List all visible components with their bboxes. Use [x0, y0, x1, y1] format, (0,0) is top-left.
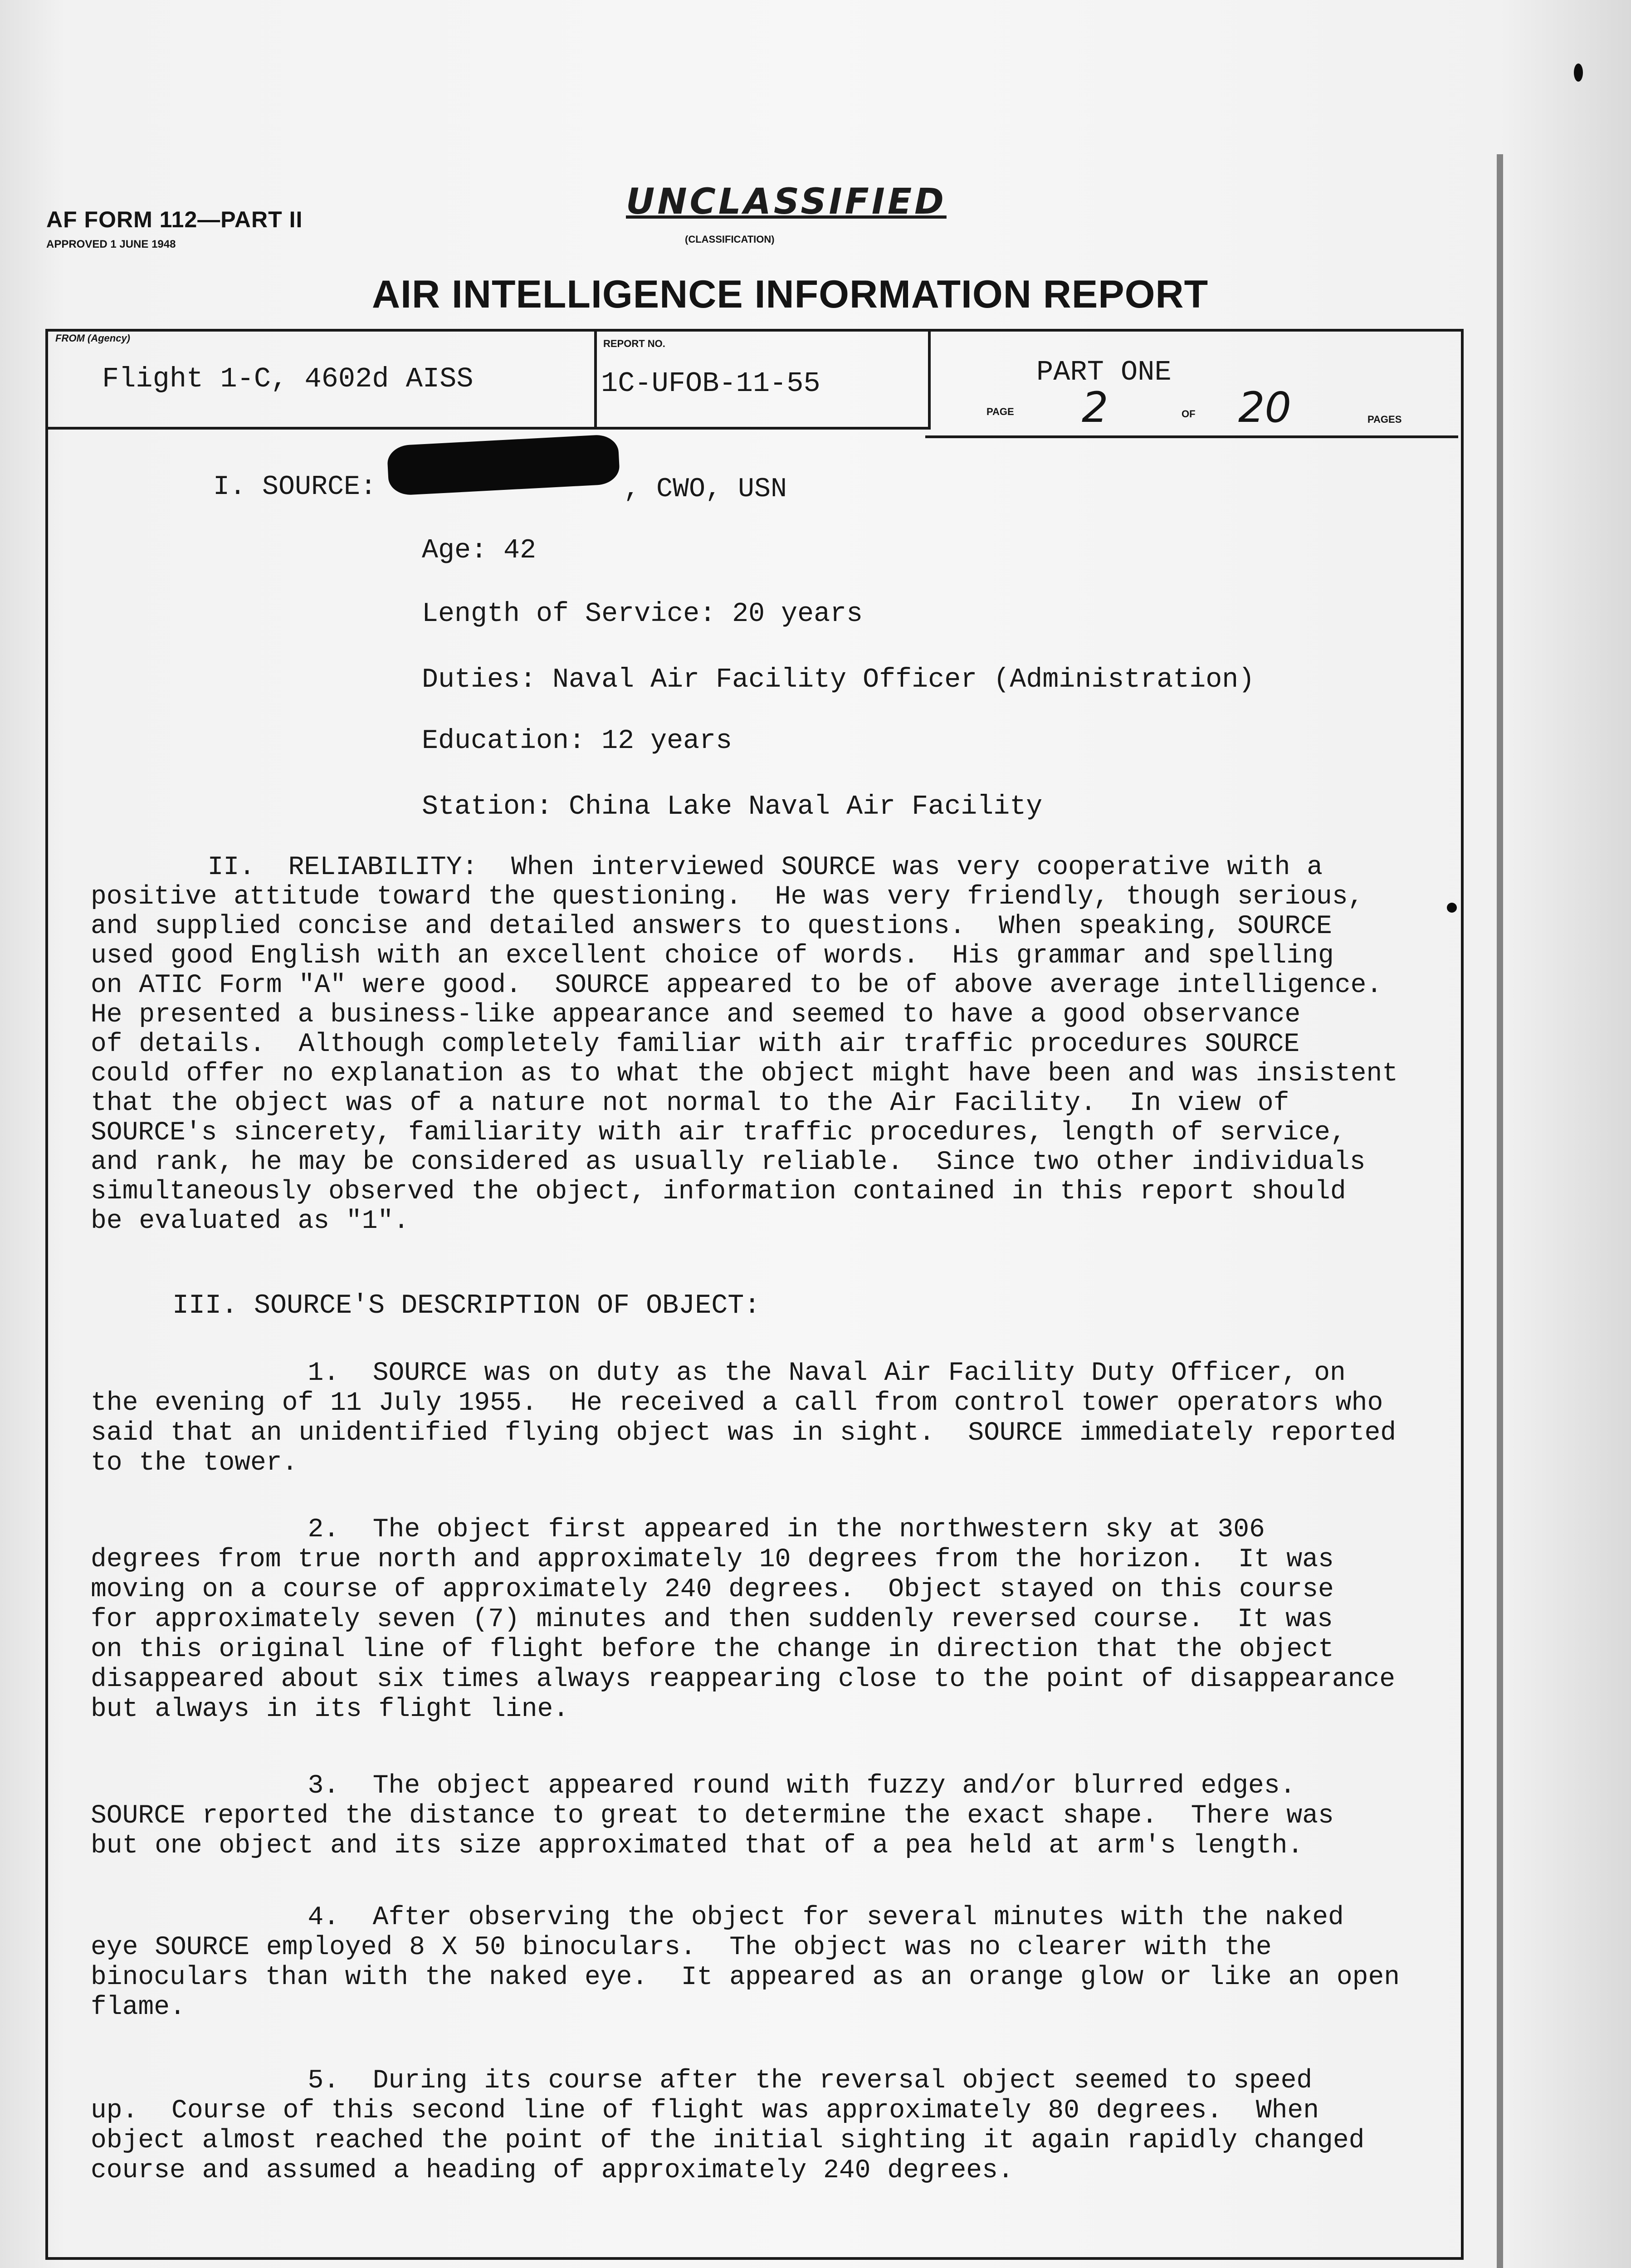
report-title: AIR INTELLIGENCE INFORMATION REPORT	[372, 273, 1209, 316]
reliability-paragraph: II. RELIABILITY: When interviewed SOURCE was very cooperative with a positive attitude toward the questioning. He was very friendly, though serious, and supplied concise and detailed answers to questions. When speaking, SOURCE used good English with an excellent choice of words. His grammar and spelling on ATIC Form "A" were good. SOURCE appeared to be of above average intelligence. He presented a business-like appearance and seemed to have a good observance of details. Although completely familiar with air traffic procedures SOURCE could offer no explanation as to what the object might have been and was insistent that the object was of a nature not normal to the Air Facility. In view of SOURCE's sincerety, familiarity with air traffic procedures, length of service, and rank, he may be considered as usually reliable. Since two other individuals simultaneously observed the object, information contained in this report should be evaluated as "1".	[91, 853, 1398, 1236]
source-rank: , CWO, USN	[624, 474, 787, 505]
report-no-label: REPORT NO.	[603, 338, 665, 349]
description-item-5: 5. During its course after the reversal object seemed to speed up. Course of this second line of flight was approximately 80 degrees. When object almost reached the point of the initial sighting it again rapidly changed course and assumed a heading of approximately 240 degrees.	[91, 2066, 1365, 2185]
description-item-2: 2. The object first appeared in the northwestern sky at 306 degrees from true north and approximately 10 degrees from the horizon. It was moving on a course of approximately 240 degrees. Object stayed on this course for approximately seven (7) minutes and then suddenly reversed course. It was on this original line of flight before the change in direction that the object disappeared about six times always reappearing close to the point of disappearance but always in its flight line.	[91, 1515, 1396, 1724]
approval-date: APPROVED 1 JUNE 1948	[46, 238, 176, 250]
part-label: PART ONE	[1036, 356, 1172, 388]
paper-edge-shadow	[1497, 154, 1503, 2268]
from-label: FROM (Agency)	[55, 332, 130, 344]
page-number: 2	[1082, 383, 1108, 432]
source-age: Age: 42	[422, 535, 537, 566]
total-pages: 20	[1238, 383, 1292, 432]
page-label: PAGE	[986, 406, 1014, 417]
source-duties: Duties: Naval Air Facility Officer (Administration)	[422, 665, 1255, 695]
description-item-3: 3. The object appeared round with fuzzy and/or blurred edges. SOURCE reported the distance to great to determine the exact shape. There was but one object and its size approximated that of a pea held at arm's length.	[91, 1771, 1334, 1861]
classification-label-top: (CLASSIFICATION)	[685, 234, 775, 245]
description-item-4: 4. After observing the object for several minutes with the naked eye SOURCE employed 8 X 50 binoculars. The object was no clearer with the binoculars than with the naked eye. It appeared as an orange glow or like an open flame.	[91, 1903, 1400, 2022]
source-heading: I. SOURCE:	[213, 472, 377, 503]
source-education: Education: 12 years	[422, 726, 732, 757]
classification-stamp-top: UNCLASSIFIED	[626, 181, 947, 222]
binder-hole-mark	[1574, 64, 1583, 82]
from-value: Flight 1-C, 4602d AISS	[102, 363, 474, 395]
description-heading: III. SOURCE'S DESCRIPTION OF OBJECT:	[172, 1290, 761, 1321]
form-id: AF FORM 112—PART II	[46, 207, 303, 232]
binder-hole-mark	[1447, 903, 1457, 913]
description-item-1: 1. SOURCE was on duty as the Naval Air Facility Duty Officer, on the evening of 11 July 1955. He received a call from control tower operators who said that an unidentified flying object was in sight. SOURCE immediately reported to the tower.	[91, 1359, 1397, 1478]
pages-label: PAGES	[1367, 414, 1402, 425]
source-station: Station: China Lake Naval Air Facility	[422, 792, 1043, 822]
of-label: OF	[1182, 408, 1196, 420]
source-service-length: Length of Service: 20 years	[422, 599, 863, 630]
report-no-value: 1C-UFOB-11-55	[601, 367, 820, 400]
